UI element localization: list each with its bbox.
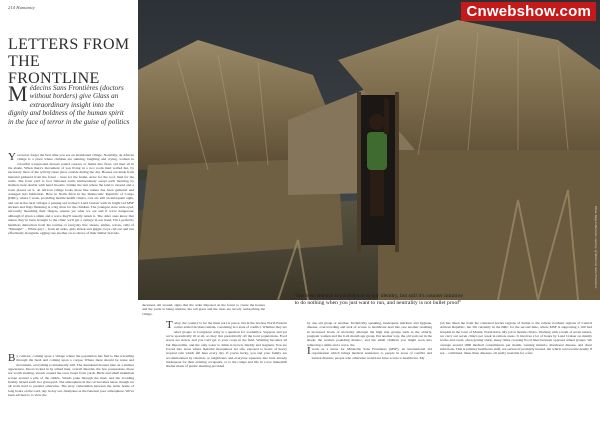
- article-headline: LETTERS FROM THE FRONTLINE: [8, 36, 130, 87]
- child-arm: [384, 98, 389, 134]
- intro-dropcap: Y: [8, 153, 16, 163]
- hut-photo-illustration: [138, 0, 600, 300]
- pull-quote: "Our best defence is confidence in our identity, but still it's counter intuitive to do nothing when you just want to run, and neutrality is not bullet proof": [293, 293, 463, 306]
- child-head: [369, 114, 385, 130]
- left-bottom-body-text: [8, 354, 134, 424]
- feature-photo: [138, 0, 600, 300]
- standfirst-dropcap: M: [8, 81, 28, 106]
- col2-dropcap: T: [166, 321, 173, 331]
- body-column-2: [166, 321, 287, 425]
- left-bottom-dropcap: B: [8, 354, 16, 364]
- col3-dropcap: I: [307, 345, 311, 358]
- photo-credit: Hans-Jürgen Burkard, courtesy of Médecins Sans Frontières: [594, 206, 598, 289]
- col2-text: oday, the country is for the main part at peace, but in the lawless North Eastern corner armed factions remain, coexisting in a state of conflict. Whether they are rebel groups or Congolese army is a question for academics. Suppose and yet we're sporadically ill at all, so they live parasitically off the local populations. Food stores are stolen, and you can't get to your crops in the field. Washing becomes all but impossible, and the only water to drink is brown, muddy and stagnant. You are forced into areas where malarial mosquitoes are rife, exposed to hours of heavy tropical rain which fall here every day. If you're lucky, you and your family are accommodated by relatives or neighbours and everyone squeezes into huts already inadequate for their existing occupants, or to the camps and life in a low makeshift shelter made of plastic sheeting provided: [166, 321, 287, 369]
- article-standfirst: [8, 81, 131, 126]
- col3-text: work as a nurse for Médecins Sans Frontières (MSF), an international aid organisation which brings medical assistance to people in areas of conflict and natural disaster, people who otherwise would not have access to healthcare. My: [311, 347, 432, 360]
- left-bottom-text: y contrast, coming upon a village where the population has fled is like travelling through the bush and coming upon a corpse. Where there should be noise and movement, everything is unnaturally still. The abandoned houses take on a sinister appearance. Doors locked in by armed men, overall disorder, the few possessions, those not worth stealing, strewn around the once swept front yards. Birds and small mammals scrape around a pile of the rubble. Weeds poke through the mud, and the avoiding freshly turned earth in a graveyard. The atmosphere in the car becomes tense, though we all work hard to pretend otherwise. The stray cameramen between the team, home of long hours on the road, day in day out, dissipates as the funereal poor atmosphere. We've been advised to to view the: [8, 354, 134, 398]
- body-column-3: [307, 321, 432, 425]
- right-hut-wall: [378, 150, 600, 300]
- page-folio: 214 Humanity: [8, 5, 35, 10]
- door-post-right: [395, 92, 399, 252]
- intro-body-text: [8, 153, 134, 320]
- body-column-4: job has taken me from the contested border regions of Sudan to the remote northern regions of Central African Republic, but I'm currently in the DRC for the second time, where MSF is supporting a 100 bed hospital in the town of Masisi, North Kivu. My job is mobile clinics. Working with a team of seven nurses, we carry out seven clinics per week in remote areas. It involves a lot of hours by Land Cruiser on muddy tracks and roads, often getting stuck, many times crossing flood lines between opposed armed groups. We average around 1000 medical consultations per month, treating malaria, diarrhoeal disease, and chest infections. This is primary healthcare stuff, not serious if promptly treated, but which can become deadly if not – combined, these three diseases, all easily treatable for a few: [440, 321, 592, 356]
- col3-top-text: by one aid group or another. Technically speaking, inadequate nutrition and hygiene, disease, overcrowding and lack of access to healthcare lead into one another resulting in increased levels of mortality amongst the high risk groups such as the elderly, pregnant women and the 0-24 month age group. Put another way, the old wait out in the shade, the women pounding manioc, and the small children you might soon into removing a smile and a wave, the: [307, 321, 432, 347]
- intro-text: ou never forget the first time you see an abandoned village. Normally, an African village is a place where children are running, laughing and crying, women in colourful wraparound dresses pound cassava or maize into flour, old men sit in the shade. When there's movement of you living in a two room mud walled hut, by necessary most of the activity takes place outside during the day. Houses are made from material gathered from the forest – trees for the frame, straw for the roof, mud for the walls. The front yard is foot flattened earth, immaculately swept each morning by mothers bent double with hand brooms. Unlike the tent where the land is cleared and a town placed on it, an African village looks more like nature has been gathered and arranged into habitation. Here in North Kivu in the Democratic Republic of Congo (DRC), where I work, providing mobile health clinics, cars are still an infrequent sight, and out in the rural villages a passing aid worker's Land Cruiser with its bright red MSF stickers and flags fluttering is a big draw for the children. The youngest stare wide eyed, nervously mouthing their fingers, unsure yet what we are and if we're dangerous, although if given a smile and a wave they'll usually return it. The older ones know that unless they've been brought to the clinic we'll get a syringe in our hand, I'm a perfectly harmless distraction from the routine of everyday life; shouts, smiles, waves, calls of "Mzungu!" – White guy! – from all sides, girls shriek and giggle, boys call out and run effortlessly alongside, egging one another on as shows of their limber bravado.: [8, 153, 134, 236]
- child-legs: [370, 170, 384, 216]
- door-post-left: [357, 92, 361, 252]
- standfirst-text: édecins Sans Frontières (doctors without borders) give Glass an extraordinary insight into the dignity and boldness of the human spirit in the face of terror in the guise of politics: [8, 84, 130, 126]
- body-column-1: deceased. All around, signs that the order imposed on the forest to create the houses and the yards is being undone, the tall grass and the trees are slowly reabsorbing the village.: [142, 303, 265, 316]
- child-shirt: [367, 132, 387, 170]
- left-page: [0, 0, 138, 429]
- site-watermark: Cnwebshow.com: [461, 2, 596, 21]
